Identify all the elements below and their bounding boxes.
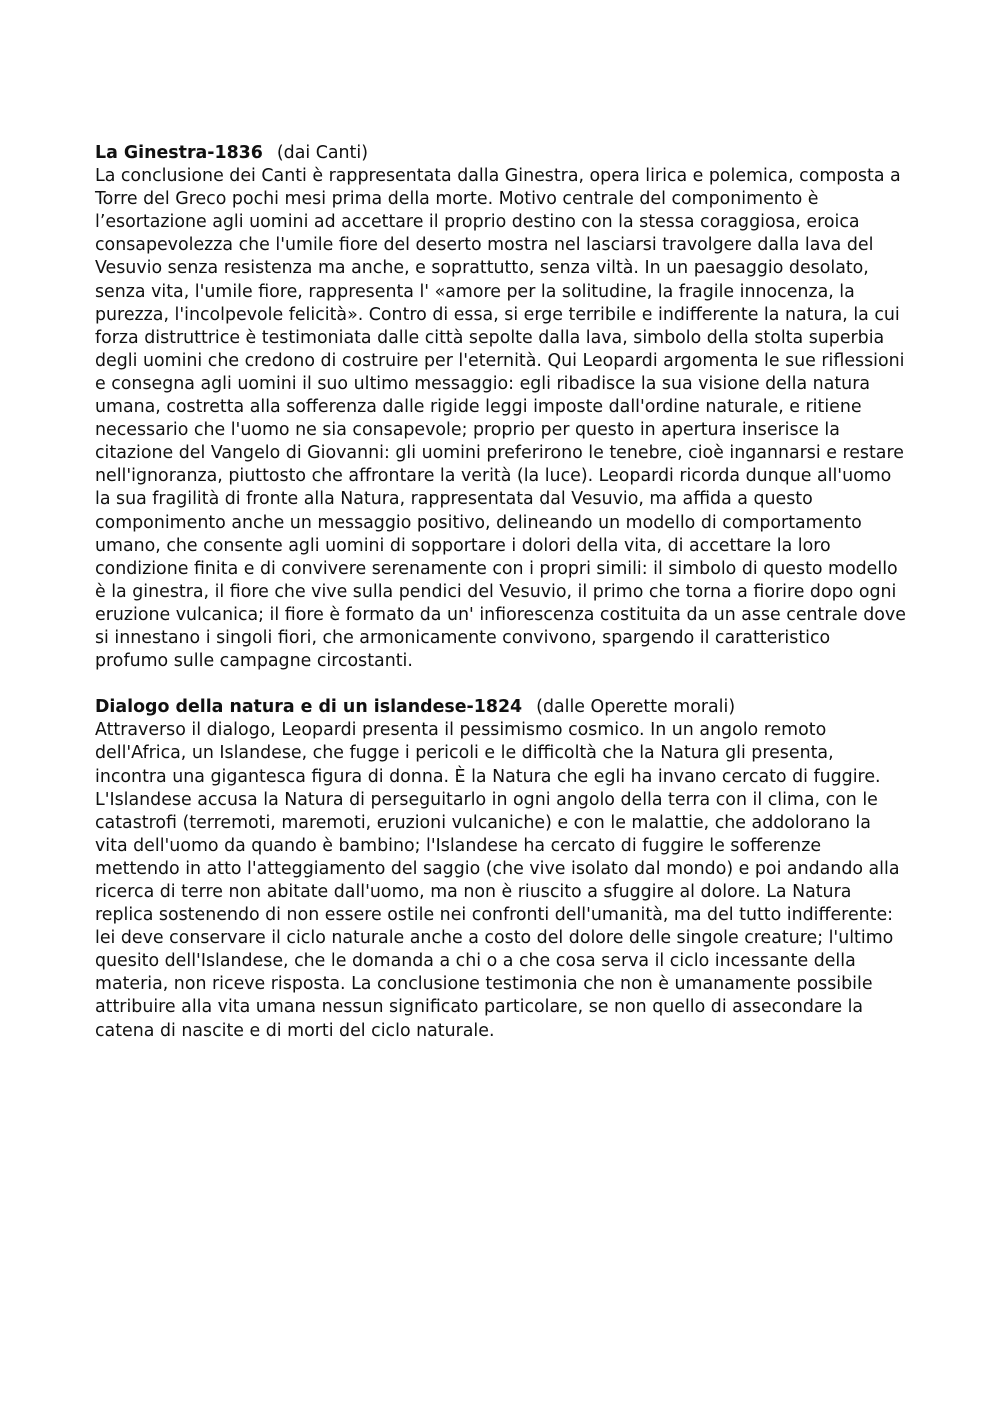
section-body: Attraverso il dialogo, Leopardi presenta il pessimismo cosmico. In un angolo remoto dell'Africa, un Islandese, che fugge i pericoli e le difficoltà che la Natura gli presenta, incontra una gigantesca figura di donna. È la Natura che egli ha invano cercato di fuggire. L'Islandese accusa la Natura di perseguitarlo in ogni angolo della terra con il clima, con le catastrofi (terremoti, maremoti, eruzioni vulcaniche) e con le malattie, che addolorano la vita dell'uomo da quando è bambino; l'Islandese ha cercato di fuggire le sofferenze mettendo in atto l'atteggiamento del saggio (che vive isolato dal mondo) e poi andando alla ricerca di terre non abitate dall'uomo, ma non è riuscito a sfuggire al dolore. La Natura replica sostenendo di non essere ostile nei confronti dell'umanità, ma del tutto indifferente: lei deve conservare il ciclo naturale anche a costo del dolore delle singole creature; l'ultimo quesito dell'Islandese, che le domanda a chi o a che cosa serva il ciclo incessante della materia, non riceve risposta. La conclusione testimonia che non è umanamente possibile attribuire alla vita umana nessun significato particolare, se non quello di assecondare la catena di nascite e di morti del ciclo naturale. — [95, 720, 900, 1041]
section-subtitle: (dalle Operette morali) — [536, 697, 736, 718]
section-heading — [95, 142, 907, 165]
section-subtitle: (dai Canti) — [276, 143, 368, 163]
section-title: Dialogo della natura e di un islandese-1824 — [95, 697, 523, 718]
section-la-ginestra — [95, 142, 907, 673]
document-page — [95, 142, 907, 1043]
section-dialogo-islandese — [95, 696, 907, 1042]
section-title: La Ginestra-1836 — [95, 143, 263, 163]
section-heading — [95, 696, 907, 719]
section-body: La conclusione dei Canti è rappresentata dalla Ginestra, opera lirica e polemica, composta a Torre del Greco pochi mesi prima della morte. Motivo centrale del componimento è l’esortazione agli uomini ad accettare il proprio destino con la stessa coraggiosa, eroica consapevolezza che l'umile fiore del deserto mostra nel lasciarsi travolgere dalla lava del Vesuvio senza resistenza ma anche, e soprattutto, senza viltà. In un paesaggio desolato, senza vita, l'umile fiore, rappresenta l' «amore per la solitudine, la fragile innocenza, la purezza, l'incolpevole felicità». Contro di essa, si erge terribile e indifferente la natura, la cui forza distruttrice è testimoniata dalle città sepolte dalla lava, simbolo della stolta superbia degli uomini che credono di costruire per l'eternità. Qui Leopardi argomenta le sue riflessioni e consegna agli uomini il suo ultimo messaggio: egli ribadisce la sua visione della natura umana, costretta alla sofferenza dalle rigide leggi imposte dall'ordine naturale, e ritiene necessario che l'uomo ne sia consapevole; proprio per questo in apertura inserisce la citazione del Vangelo di Giovanni: gli uomini preferirono le tenebre, cioè ingannarsi e restare nell'ignoranza, piuttosto che affrontare la verità (la luce). Leopardi ricorda dunque all'uomo la sua fragilità di fronte alla Natura, rappresentata dal Vesuvio, ma affida a questo componimento anche un messaggio positivo, delineando un modello di comportamento umano, che consente agli uomini di sopportare i dolori della vita, di accettare la loro condizione finita e di convivere serenamente con i propri simili: il simbolo di questo modello è la ginestra, il fiore che vive sulla pendici del Vesuvio, il primo che torna a fiorire dopo ogni eruzione vulcanica; il fiore è formato da un' infiorescenza costituita da un asse centrale dove si innestano i singoli fiori, che armonicamente convivono, spargendo il caratteristico profumo sulle campagne circostanti. — [95, 166, 906, 672]
